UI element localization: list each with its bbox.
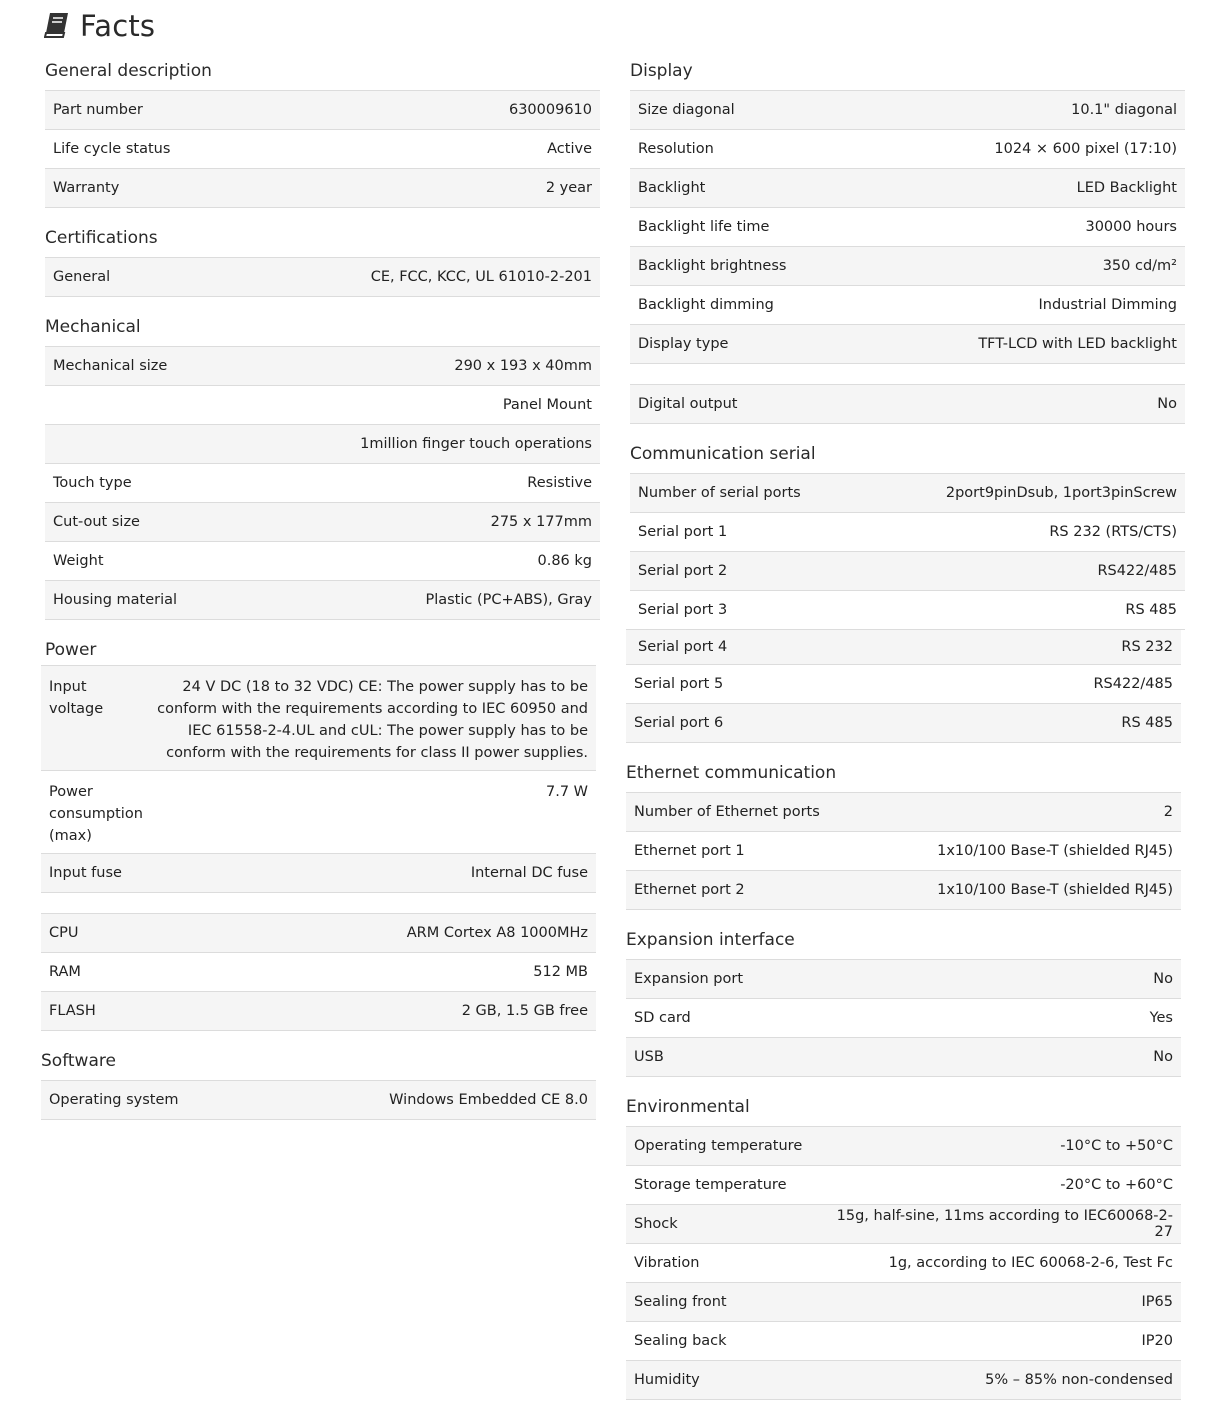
row-label: Backlight: [630, 169, 850, 208]
table-row: [41, 771, 596, 854]
row-value: 2: [846, 793, 1181, 832]
page-title: Facts: [80, 9, 156, 43]
row-value: Windows Embedded CE 8.0: [241, 1081, 596, 1120]
table-row: [626, 960, 1181, 999]
row-value: 1x10/100 Base-T (shielded RJ45): [846, 832, 1181, 871]
section-title-general: General description: [45, 61, 212, 81]
row-value: 7.7 W: [147, 771, 596, 854]
table-row: [45, 503, 600, 542]
table-row: [41, 1081, 596, 1120]
section-title-display: Display: [630, 61, 693, 81]
table-row: [45, 258, 600, 297]
row-value: RS422/485: [850, 552, 1185, 591]
table-row: [41, 953, 596, 992]
row-value: Resistive: [245, 464, 600, 503]
row-label: General: [45, 258, 245, 297]
certifications-table: [45, 257, 600, 297]
section-title-environmental: Environmental: [626, 1097, 750, 1117]
table-row: [45, 386, 600, 425]
table-row: [630, 247, 1185, 286]
row-label: Cut-out size: [45, 503, 245, 542]
row-label: Part number: [45, 91, 245, 130]
row-value: 30000 hours: [850, 208, 1185, 247]
display-table: [630, 90, 1185, 364]
table-row: [626, 665, 1181, 704]
table-row: [626, 1166, 1181, 1205]
row-label: Input fuse: [41, 854, 147, 893]
row-value: -10°C to +50°C: [826, 1127, 1181, 1166]
page-title-area: [44, 8, 155, 44]
system-table: [41, 913, 596, 1031]
row-value: ARM Cortex A8 1000MHz: [241, 914, 596, 953]
row-value: 290 x 193 x 40mm: [245, 347, 600, 386]
ethernet-table: [626, 792, 1181, 910]
row-label: Size diagonal: [630, 91, 850, 130]
serial-table-continued: [626, 629, 1181, 743]
row-label: Shock: [626, 1205, 826, 1244]
row-value: 2 GB, 1.5 GB free: [241, 992, 596, 1031]
row-value: -20°C to +60°C: [826, 1166, 1181, 1205]
section-title-software: Software: [41, 1051, 116, 1071]
digital-output-table: [630, 384, 1185, 424]
table-row: [630, 130, 1185, 169]
row-value: RS 485: [846, 704, 1181, 743]
table-row: [630, 552, 1185, 591]
table-row: [630, 385, 1185, 424]
table-row: [41, 854, 596, 893]
row-label: Housing material: [45, 581, 245, 620]
row-label: Operating temperature: [626, 1127, 826, 1166]
power-table: [41, 665, 596, 893]
row-value: Yes: [846, 999, 1181, 1038]
row-value: No: [846, 960, 1181, 999]
row-value: 630009610: [245, 91, 600, 130]
row-value: Panel Mount: [245, 386, 600, 425]
row-value: Active: [245, 130, 600, 169]
table-row: [630, 325, 1185, 364]
table-row: [626, 704, 1181, 743]
section-title-mechanical: Mechanical: [45, 317, 141, 337]
table-row: [45, 91, 600, 130]
table-row: [630, 513, 1185, 552]
table-row: [626, 793, 1181, 832]
row-label: Serial port 5: [626, 665, 846, 704]
table-row: [626, 1127, 1181, 1166]
row-label: RAM: [41, 953, 241, 992]
table-row: [626, 1283, 1181, 1322]
environmental-table: [626, 1126, 1181, 1400]
row-label: Number of Ethernet ports: [626, 793, 846, 832]
table-row: [626, 1322, 1181, 1361]
section-title-serial: Communication serial: [630, 444, 816, 464]
row-value: 1024 × 600 pixel (17:10): [850, 130, 1185, 169]
mechanical-table: [45, 346, 600, 620]
row-label: Digital output: [630, 385, 850, 424]
row-label: Weight: [45, 542, 245, 581]
row-label: CPU: [41, 914, 241, 953]
row-label: Touch type: [45, 464, 245, 503]
row-value: No: [850, 385, 1185, 424]
table-row: [45, 130, 600, 169]
row-label: Serial port 1: [630, 513, 850, 552]
row-label: Mechanical size: [45, 347, 245, 386]
row-value: RS 232: [846, 630, 1181, 665]
table-row: [45, 581, 600, 620]
row-value: 350 cd/m²: [850, 247, 1185, 286]
row-label: Backlight dimming: [630, 286, 850, 325]
table-row: [630, 208, 1185, 247]
row-value: 1g, according to IEC 60068-2-6, Test Fc: [826, 1244, 1181, 1283]
table-row: [630, 474, 1185, 513]
row-label: Operating system: [41, 1081, 241, 1120]
row-label: Number of serial ports: [630, 474, 850, 513]
row-label: Warranty: [45, 169, 245, 208]
row-label: Sealing back: [626, 1322, 826, 1361]
row-label: Sealing front: [626, 1283, 826, 1322]
row-label: USB: [626, 1038, 846, 1077]
expansion-table: [626, 959, 1181, 1077]
table-row: [41, 992, 596, 1031]
table-row: [626, 832, 1181, 871]
row-label: Backlight life time: [630, 208, 850, 247]
row-label: Humidity: [626, 1361, 826, 1400]
row-label: [45, 386, 245, 425]
table-row: [626, 871, 1181, 910]
row-label: Serial port 4: [626, 630, 846, 665]
row-value: 1x10/100 Base-T (shielded RJ45): [846, 871, 1181, 910]
serial-table: [630, 473, 1185, 630]
book-icon: [44, 12, 70, 40]
table-row: [41, 914, 596, 953]
table-row: [45, 542, 600, 581]
row-value: No: [846, 1038, 1181, 1077]
row-value: RS 485: [850, 591, 1185, 630]
row-label: Resolution: [630, 130, 850, 169]
table-row: [630, 286, 1185, 325]
row-value: 512 MB: [241, 953, 596, 992]
row-value: 24 V DC (18 to 32 VDC) CE: The power supply has to be conform with the requirements according to IEC 60950 and IEC 61558-2-4.UL and cUL: The power supply has to be conform with the requirements for class II power supplies.: [147, 666, 596, 771]
row-value: Plastic (PC+ABS), Gray: [245, 581, 600, 620]
row-label: Serial port 6: [626, 704, 846, 743]
row-label: SD card: [626, 999, 846, 1038]
row-label: Storage temperature: [626, 1166, 826, 1205]
row-value: Industrial Dimming: [850, 286, 1185, 325]
row-value: RS 232 (RTS/CTS): [850, 513, 1185, 552]
row-value: 0.86 kg: [245, 542, 600, 581]
table-row: [626, 999, 1181, 1038]
table-row: [630, 591, 1185, 630]
row-value: LED Backlight: [850, 169, 1185, 208]
row-value: RS422/485: [846, 665, 1181, 704]
row-label: Serial port 2: [630, 552, 850, 591]
table-row: [626, 1244, 1181, 1283]
row-value: Internal DC fuse: [147, 854, 596, 893]
table-row: [626, 1361, 1181, 1400]
row-value: 2port9pinDsub, 1port3pinScrew: [850, 474, 1185, 513]
table-row: [45, 425, 600, 464]
section-title-expansion: Expansion interface: [626, 930, 795, 950]
row-label: Life cycle status: [45, 130, 245, 169]
table-row: [45, 347, 600, 386]
section-title-power: Power: [45, 640, 97, 660]
section-title-certifications: Certifications: [45, 228, 158, 248]
table-row: [626, 630, 1181, 665]
row-value: 2 year: [245, 169, 600, 208]
table-row: [45, 464, 600, 503]
row-label: FLASH: [41, 992, 241, 1031]
table-row: [630, 169, 1185, 208]
software-table: [41, 1080, 596, 1120]
row-label: [45, 425, 245, 464]
table-row: [45, 169, 600, 208]
row-value: IP65: [826, 1283, 1181, 1322]
row-value: 5% – 85% non-condensed: [826, 1361, 1181, 1400]
row-label: Vibration: [626, 1244, 826, 1283]
row-label: Backlight brightness: [630, 247, 850, 286]
row-label: Input voltage: [41, 666, 147, 771]
table-row: [41, 666, 596, 771]
row-label: Power consumption (max): [41, 771, 147, 854]
row-value: IP20: [826, 1322, 1181, 1361]
table-row: [626, 1205, 1181, 1244]
row-value: 15g, half-sine, 11ms according to IEC60068-2-27: [826, 1205, 1181, 1244]
general-table: [45, 90, 600, 208]
row-label: Ethernet port 2: [626, 871, 846, 910]
row-label: Display type: [630, 325, 850, 364]
row-value: TFT-LCD with LED backlight: [850, 325, 1185, 364]
row-label: Serial port 3: [630, 591, 850, 630]
row-value: 275 x 177mm: [245, 503, 600, 542]
row-label: Expansion port: [626, 960, 846, 999]
row-value: CE, FCC, KCC, UL 61010-2-201: [245, 258, 600, 297]
table-row: [626, 1038, 1181, 1077]
section-title-ethernet: Ethernet communication: [626, 763, 837, 783]
table-row: [630, 91, 1185, 130]
row-label: Ethernet port 1: [626, 832, 846, 871]
row-value: 1million finger touch operations: [245, 425, 600, 464]
row-value: 10.1" diagonal: [850, 91, 1185, 130]
